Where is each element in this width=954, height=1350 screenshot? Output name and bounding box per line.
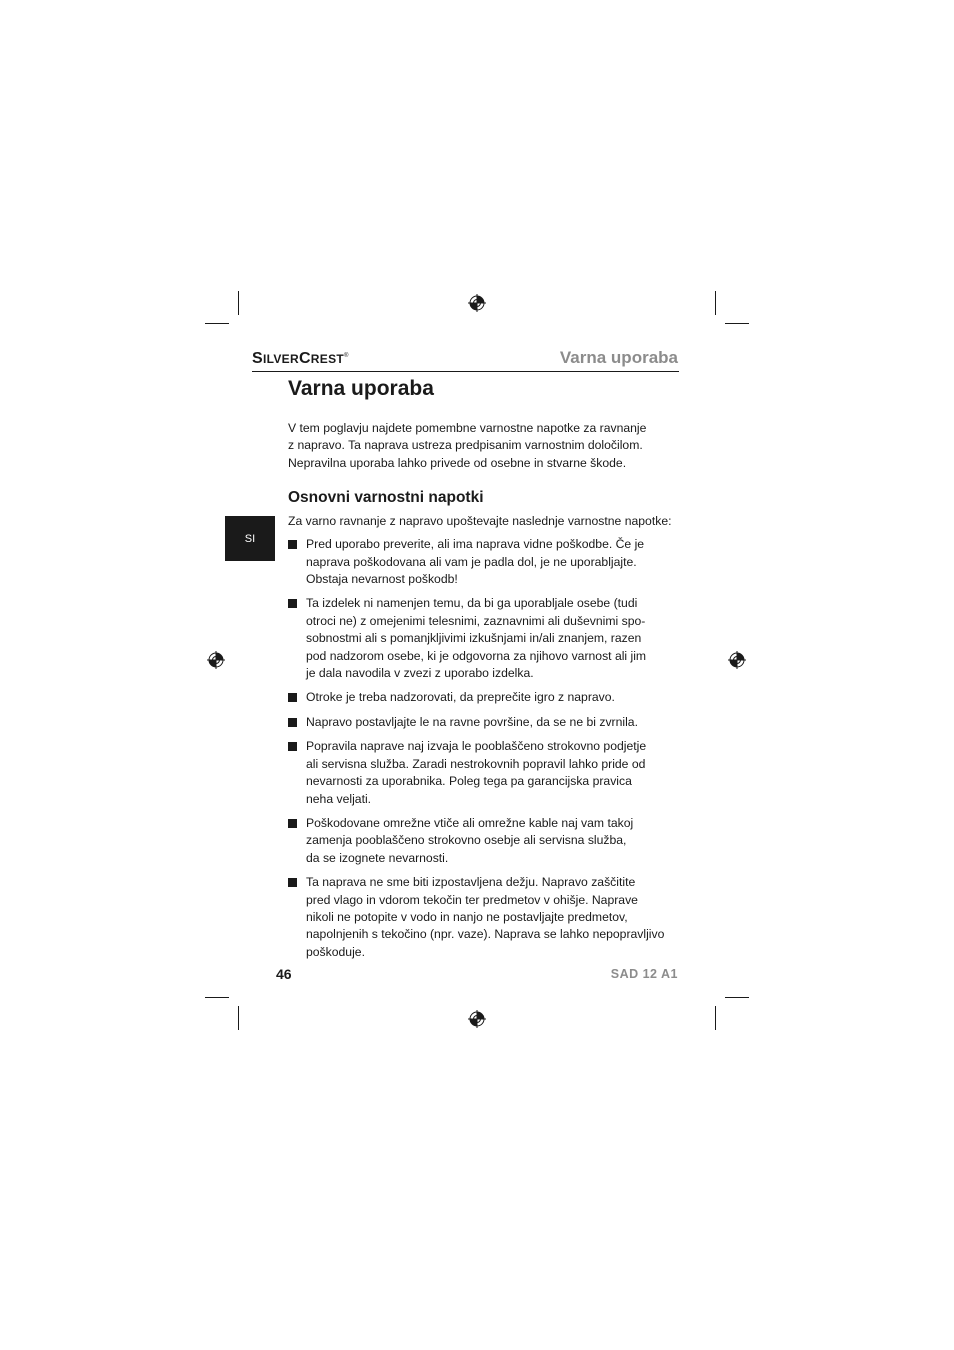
list-item — [288, 536, 668, 588]
language-tab: SI — [225, 516, 275, 561]
square-bullet-icon — [288, 693, 297, 702]
registration-target-icon — [468, 294, 486, 312]
list-item-line: poškoduje. — [306, 944, 365, 959]
brand-logo-part: C — [298, 350, 311, 367]
lead-text: Za varno ravnanje z napravo upoštevajte naslednje varnostne napotke: — [288, 514, 672, 529]
brand-logo-part: S — [252, 350, 263, 367]
registration-target-icon — [207, 651, 225, 669]
brand-logo-part: ILVER — [262, 352, 299, 366]
intro-line: z napravo. Ta naprava ustreza predpisanim varnostnim določilom. — [288, 438, 643, 453]
list-item-line: Napravo postavljajte le na ravne površine, da se ne bi zvrnila. — [306, 714, 638, 729]
model-number: SAD 12 A1 — [610, 967, 678, 981]
list-item-line: naprava poškodovana ali vam je padla dol, je ne uporabljajte. — [306, 554, 637, 569]
list-item-line: Ta izdelek ni namenjen temu, da bi ga uporabljale osebe (tudi — [306, 596, 638, 611]
registration-target-icon — [728, 651, 746, 669]
list-item-line: sobnostmi ali s pomanjkljivimi izkušnjami in/ali znanjem, razen — [306, 631, 642, 646]
square-bullet-icon — [288, 819, 297, 828]
crop-mark — [725, 997, 749, 998]
registration-target-icon — [468, 1010, 486, 1028]
header-divider — [252, 371, 679, 372]
list-item-line: Ta naprava ne sme biti izpostavljena dežju. Napravo zaščitite — [306, 875, 636, 890]
list-item-line: neha veljati. — [306, 791, 372, 806]
list-item-text — [306, 714, 638, 731]
running-header-title: Varna uporaba — [559, 348, 678, 367]
safety-list — [288, 536, 668, 961]
page-title: Varna uporaba — [288, 377, 434, 400]
square-bullet-icon — [288, 718, 297, 727]
brand-logo — [252, 350, 349, 368]
list-item-text — [306, 689, 615, 706]
list-item-line: Popravila naprave naj izvaja le pooblaščeno strokovno podjetje — [306, 739, 647, 754]
square-bullet-icon — [288, 540, 297, 549]
list-item-line: je dala navodila v zvezi z uporabo izdelka. — [306, 666, 534, 681]
crop-mark — [715, 1006, 716, 1030]
crop-mark — [725, 323, 749, 324]
list-item-line: Poškodovane omrežne vtiče ali omrežne kable naj vam takoj — [306, 815, 634, 830]
list-item-line: Pred uporabo preverite, ali ima naprava vidne poškodbe. Če je — [306, 537, 645, 552]
list-item-text — [306, 738, 646, 808]
page-number: 46 — [276, 966, 292, 982]
list-item-line: pod nadzorom osebe, ki je odgovorna za njihovo varnost ali jim — [306, 648, 647, 663]
list-item-text — [306, 874, 664, 961]
list-item-line: Obstaja nevarnost poškodb! — [306, 572, 458, 587]
brand-logo-part: ® — [344, 353, 349, 359]
list-item-text — [306, 536, 644, 588]
section-heading: Osnovni varnostni napotki — [288, 489, 484, 507]
list-item-line: napolnjenih s tekočino (npr. vaze). Naprava se lahko nepopravljivo — [306, 927, 665, 942]
list-item — [288, 714, 668, 731]
list-item — [288, 738, 668, 808]
square-bullet-icon — [288, 742, 297, 751]
crop-mark — [238, 1006, 239, 1030]
square-bullet-icon — [288, 878, 297, 887]
list-item — [288, 595, 668, 682]
crop-mark — [205, 323, 229, 324]
crop-mark — [205, 997, 229, 998]
list-item-line: da se izognete nevarnosti. — [306, 850, 449, 865]
list-item-line: nevarnosti za uporabnika. Poleg tega pa garancijska pravica — [306, 774, 632, 789]
crop-mark — [238, 291, 239, 315]
crop-mark — [715, 291, 716, 315]
list-item-text — [306, 595, 646, 682]
intro-line: Nepravilna uporaba lahko privede od osebne in stvarne škode. — [288, 455, 627, 470]
list-item-line: zamenja pooblaščeno strokovno osebje ali servisna služba, — [306, 833, 627, 848]
list-item-text — [306, 815, 633, 867]
list-item-line: otroci ne) z omejenimi telesnimi, zaznavnimi ali duševnimi spo- — [306, 613, 646, 628]
list-item — [288, 874, 668, 961]
square-bullet-icon — [288, 599, 297, 608]
intro-paragraph — [288, 420, 668, 472]
main-content — [288, 376, 672, 968]
brand-logo-part: REST — [310, 352, 345, 366]
list-item-line: nikoli ne potopite v vodo in nanjo ne postavljajte predmetov, — [306, 909, 628, 924]
list-item-line: pred vlago in vdorom tekočin ter predmetov v ohišje. Naprave — [306, 892, 638, 907]
list-item-line: ali servisna služba. Zaradi nestrokovnih popravil lahko pride od — [306, 756, 646, 771]
list-item — [288, 689, 668, 706]
list-item-line: Otroke je treba nadzorovati, da preprečite igro z napravo. — [306, 690, 615, 705]
list-item — [288, 815, 668, 867]
intro-line: V tem poglavju najdete pomembne varnostne napotke za ravnanje — [288, 421, 647, 435]
